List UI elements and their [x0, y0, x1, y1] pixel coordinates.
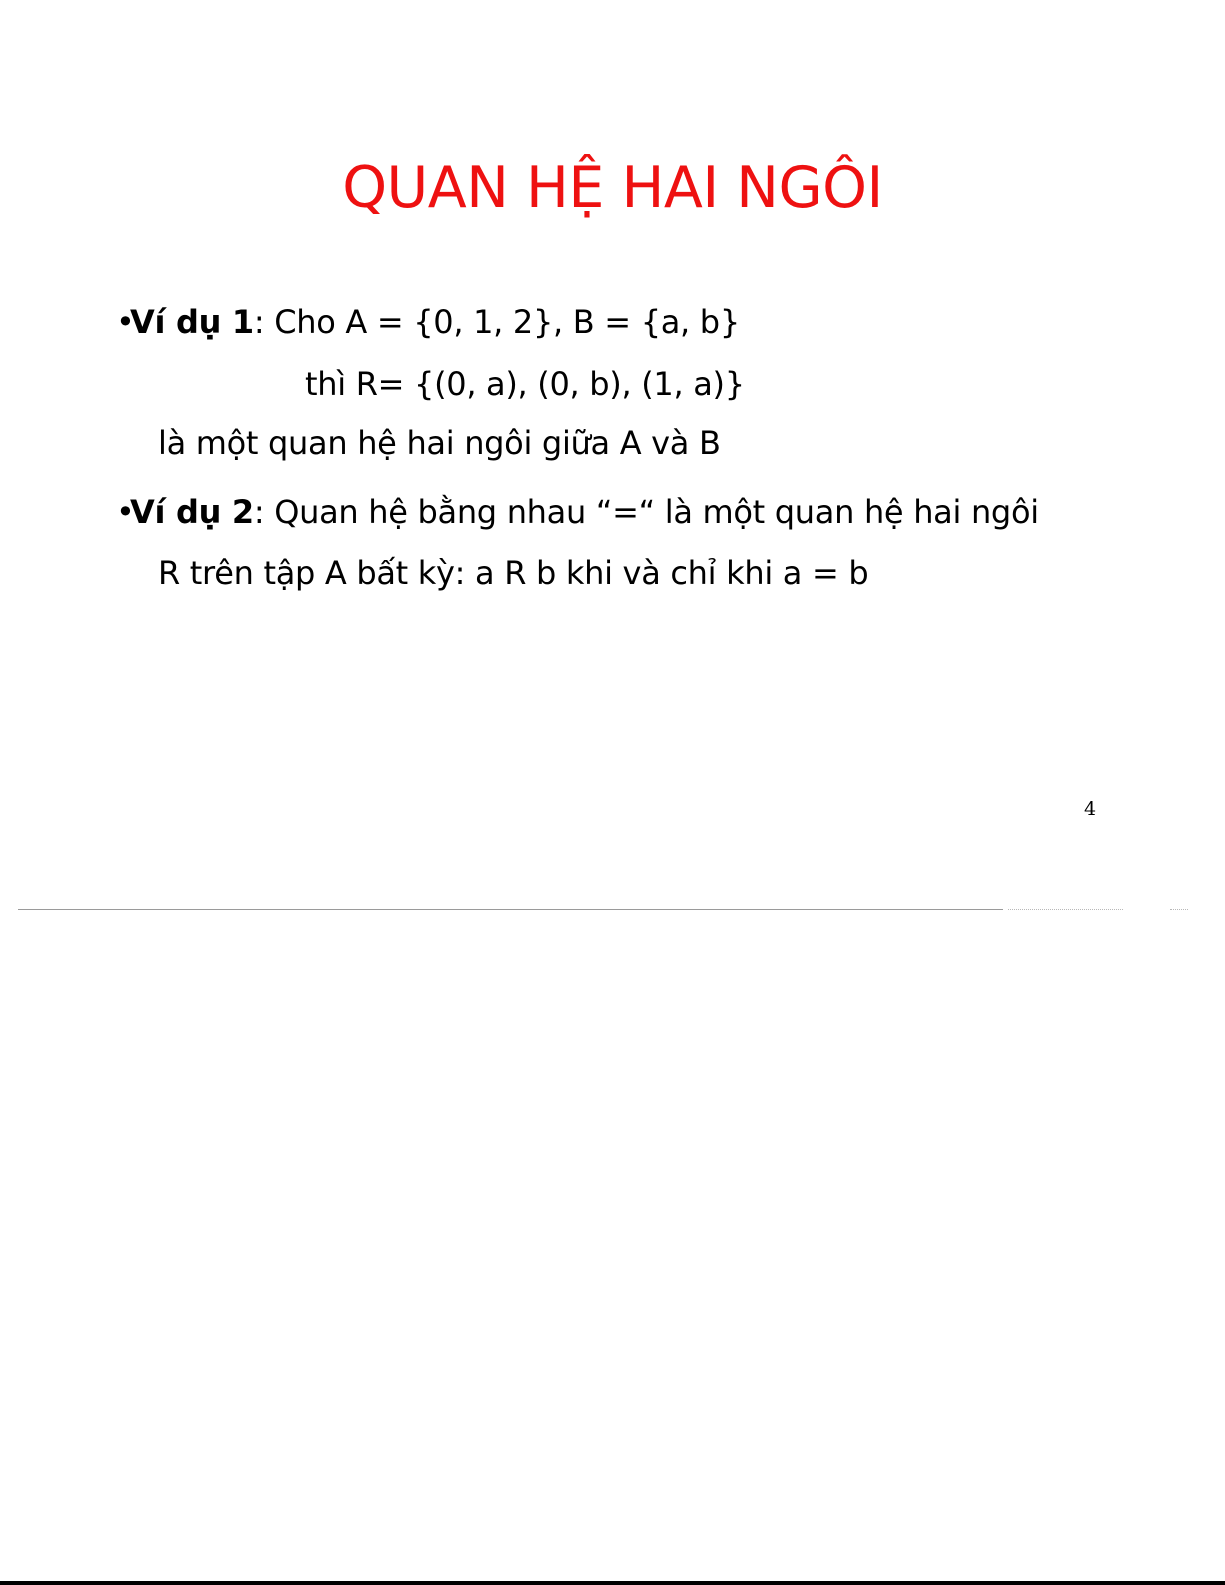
bullet-icon: •: [116, 493, 135, 531]
page-number: 4: [1083, 798, 1097, 820]
bullet-icon: •: [116, 303, 135, 341]
slide-title: QUAN HỆ HAI NGÔI: [342, 155, 883, 221]
example-1-line-1: [116, 302, 740, 342]
example-1-text: : Cho A = {0, 1, 2}, B = {a, b}: [253, 303, 740, 341]
example-2-text: : Quan hệ bằng nhau “=“ là một quan hệ hai ngôi: [253, 493, 1039, 531]
example-2-line-1: [116, 492, 1039, 532]
example-1-line-3: là một quan hệ hai ngôi giữa A và B: [158, 424, 721, 462]
page-bottom-border: [0, 1581, 1225, 1585]
example-1-line-2: thì R= {(0, a), (0, b), (1, a)}: [305, 365, 745, 403]
slide-divider-tail: [1008, 909, 1123, 910]
example-1-label: Ví dụ 1: [130, 303, 254, 341]
slide-divider-mark: [1170, 909, 1188, 910]
example-2-label: Ví dụ 2: [130, 493, 254, 531]
slide-divider: [18, 909, 1003, 910]
example-2-line-2: R trên tập A bất kỳ: a R b khi và chỉ khi a = b: [158, 554, 869, 592]
